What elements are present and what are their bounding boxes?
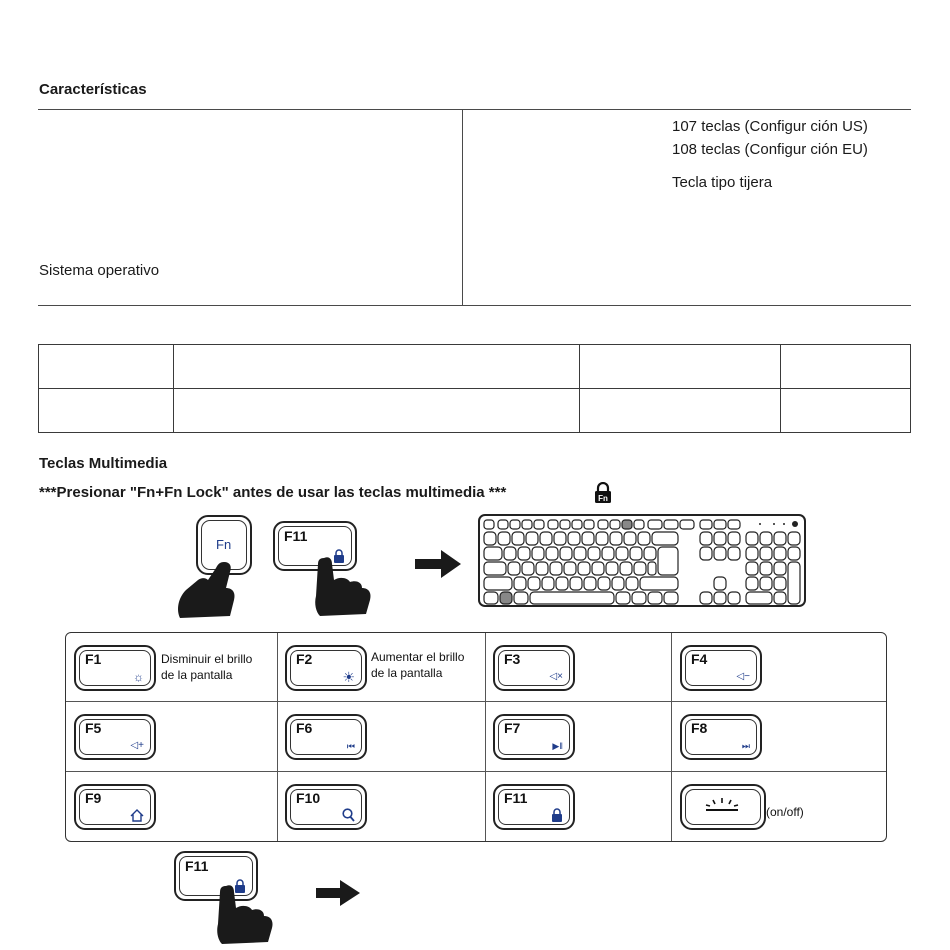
home-icon (130, 809, 144, 822)
f8-key-label: F8 (691, 720, 708, 736)
table-cell (781, 389, 911, 433)
table-cell (580, 389, 781, 433)
f11-key-label: F11 (504, 790, 528, 806)
f11-key-label: F11 (284, 528, 308, 544)
f10-key-label: F10 (296, 790, 321, 806)
spec-table (38, 344, 911, 433)
divider (38, 109, 911, 110)
key-type-text: Tecla tipo tijera (672, 174, 773, 191)
brightness-down-icon: ☼ (133, 670, 144, 684)
f2-key-label: F2 (296, 651, 313, 667)
table-cell (580, 345, 781, 389)
table-cell (39, 389, 174, 433)
f1-description (161, 651, 252, 683)
table-row (39, 389, 911, 433)
hand-icon (310, 556, 376, 618)
table-cell (39, 345, 174, 389)
volume-down-icon: ◁− (736, 671, 750, 682)
play-pause-icon: ▶‖ (552, 741, 563, 751)
hand-icon (176, 560, 246, 620)
previous-track-icon: ⏮ (346, 741, 355, 751)
keys-us-text: 107 teclas (Configur ción US) (672, 118, 868, 135)
f3-key (493, 645, 575, 691)
fn-lock-instruction: ***Presionar "Fn+Fn Lock" antes de usar las teclas multimedia *** (39, 484, 507, 501)
f1-description-line1: Disminuir el brillo (161, 652, 253, 666)
f9-key-label: F9 (85, 790, 102, 806)
hand-icon (212, 884, 278, 944)
arrow-right-icon (415, 550, 461, 578)
backlight-description: (on/off) (766, 805, 804, 819)
keys-eu-text: 108 teclas (Configur ción EU) (672, 141, 868, 158)
mute-icon: ◁× (549, 671, 563, 682)
f5-key-label: F5 (85, 720, 102, 736)
keyboard-icon (478, 514, 808, 608)
f3-key-label: F3 (504, 651, 521, 667)
f4-key-label: F4 (691, 651, 708, 667)
divider (462, 109, 463, 306)
os-label: Sistema operativo (39, 262, 160, 279)
f2-description (371, 649, 464, 681)
multimedia-heading: Teclas Multimedia (39, 455, 168, 472)
table-row (39, 345, 911, 389)
f5-key (74, 714, 156, 760)
f1-key-label: F1 (85, 651, 102, 667)
fn-key-label: Fn (216, 537, 232, 552)
divider (38, 305, 911, 306)
f2-description-line1: Aumentar el brillo (371, 650, 465, 664)
backlight-key (680, 784, 766, 830)
f10-key (285, 784, 367, 830)
fn-lock-icon (594, 482, 612, 504)
table-cell (174, 389, 580, 433)
table-cell (174, 345, 580, 389)
table-cell (781, 345, 911, 389)
search-icon (342, 808, 355, 822)
f7-key-label: F7 (504, 720, 521, 736)
f4-key (680, 645, 762, 691)
volume-up-icon: ◁+ (130, 740, 144, 751)
f2-key (285, 645, 367, 691)
multimedia-key-grid (65, 632, 887, 842)
f9-key (74, 784, 156, 830)
svg-text:Fn: Fn (598, 494, 608, 503)
next-track-icon: ⏭ (741, 741, 750, 751)
arrow-right-icon (316, 880, 360, 906)
f6-key (285, 714, 367, 760)
features-heading: Características (39, 81, 147, 98)
f11-key-label: F11 (185, 858, 209, 874)
f6-key-label: F6 (296, 720, 313, 736)
fn-lock-icon (551, 808, 563, 822)
f1-key (74, 645, 156, 691)
f7-key (493, 714, 575, 760)
f11-key (493, 784, 575, 830)
f8-key (680, 714, 762, 760)
brightness-up-icon: ☀ (342, 669, 355, 685)
f1-description-line2: de la pantalla (161, 668, 233, 682)
f2-description-line2: de la pantalla (371, 666, 443, 680)
backlight-icon (702, 795, 742, 817)
